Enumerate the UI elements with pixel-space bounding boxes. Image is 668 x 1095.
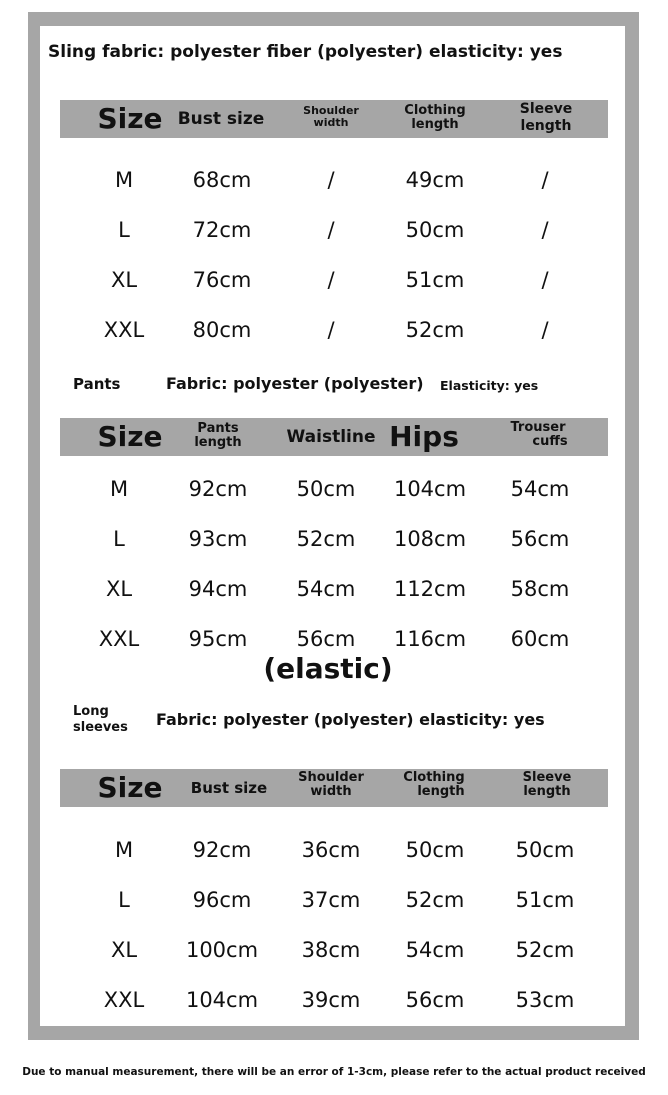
sling-header-clothing-line2: length	[411, 117, 459, 132]
table-cell: 56cm	[405, 988, 465, 1012]
table-cell: 93cm	[188, 527, 248, 551]
pants-header-length-line2: length	[194, 435, 242, 450]
sling-header-bust: Bust size	[177, 109, 265, 129]
long-header-clothing-line1: Clothing	[403, 770, 465, 785]
long-header-shoulder	[298, 771, 364, 799]
table-cell: 104cm	[185, 988, 259, 1012]
pants-header-cuffs-line2: cuffs	[532, 434, 568, 449]
sling-header-clothing	[404, 104, 465, 132]
long-header-clothing-line2: length	[417, 784, 465, 799]
table-cell: /	[541, 168, 549, 192]
pants-header-waist: Waistline	[286, 427, 376, 447]
table-cell: /	[327, 268, 335, 292]
pants-fabric: Fabric: polyester (polyester)	[166, 374, 424, 393]
sling-header-sleeve-line1: Sleeve	[519, 101, 573, 117]
long-header-sleeve-line1: Sleeve	[522, 770, 572, 785]
table-cell: 68cm	[192, 168, 252, 192]
pants-header-size: Size	[97, 420, 163, 453]
long-sleeves-fabric: Fabric: polyester (polyester) elasticity: yes	[156, 710, 545, 729]
table-cell: L	[118, 888, 130, 912]
table-cell: 72cm	[192, 218, 252, 242]
table-cell: 37cm	[301, 888, 361, 912]
sling-header-shoulder	[303, 105, 359, 129]
long-header-bust: Bust size	[190, 779, 268, 797]
sling-header-size: Size	[97, 102, 163, 135]
table-cell: 112cm	[393, 577, 467, 601]
sling-header-shoulder-line1: Shoulder	[303, 104, 359, 117]
long-sleeves-label-line1: Long	[73, 704, 109, 719]
long-header-clothing	[403, 771, 464, 799]
sling-header-bar	[60, 100, 608, 138]
table-cell: 53cm	[515, 988, 575, 1012]
table-cell: XXL	[103, 988, 145, 1012]
table-cell: 52cm	[405, 888, 465, 912]
pants-header-length-line1: Pants	[197, 421, 239, 436]
table-cell: /	[541, 218, 549, 242]
measurement-disclaimer: Due to manual measurement, there will be an error of 1-3cm, please refer to the actual product received	[22, 1066, 646, 1078]
pants-elasticity: Elasticity: yes	[440, 378, 539, 393]
table-cell: 108cm	[393, 527, 467, 551]
long-header-shoulder-line2: width	[310, 784, 352, 799]
table-cell: 39cm	[301, 988, 361, 1012]
table-cell: 104cm	[393, 477, 467, 501]
long-header-sleeve	[523, 771, 572, 799]
table-cell: 52cm	[515, 938, 575, 962]
sling-header-sleeve	[520, 101, 573, 135]
table-cell: 38cm	[301, 938, 361, 962]
pants-header-length	[194, 422, 241, 450]
table-cell: /	[541, 268, 549, 292]
table-cell: /	[327, 218, 335, 242]
table-cell: 96cm	[192, 888, 252, 912]
long-sleeves-label	[73, 704, 128, 736]
table-cell: 52cm	[405, 318, 465, 342]
long-header-bar	[60, 769, 608, 807]
table-cell: XL	[110, 938, 138, 962]
pants-header-cuffs	[508, 421, 567, 449]
long-header-shoulder-line1: Shoulder	[298, 770, 364, 785]
table-cell: 50cm	[296, 477, 356, 501]
table-cell: 95cm	[188, 627, 248, 651]
table-cell: /	[327, 168, 335, 192]
table-cell: L	[113, 527, 125, 551]
table-cell: XXL	[103, 318, 145, 342]
table-cell: 56cm	[510, 527, 570, 551]
table-cell: /	[541, 318, 549, 342]
pants-header-hips: Hips	[389, 420, 459, 453]
table-cell: 92cm	[192, 838, 252, 862]
table-cell: M	[114, 168, 134, 192]
pants-label: Pants	[73, 375, 121, 393]
table-cell: 50cm	[405, 838, 465, 862]
table-cell: 94cm	[188, 577, 248, 601]
table-cell: 51cm	[515, 888, 575, 912]
table-cell: 49cm	[405, 168, 465, 192]
table-cell: 52cm	[296, 527, 356, 551]
table-cell: XXL	[98, 627, 140, 651]
table-cell: 36cm	[301, 838, 361, 862]
table-cell: 56cm	[296, 627, 356, 651]
table-cell: 50cm	[405, 218, 465, 242]
table-cell: XL	[105, 577, 133, 601]
table-cell: 54cm	[510, 477, 570, 501]
long-sleeves-label-line2: sleeves	[73, 720, 128, 735]
table-cell: 80cm	[192, 318, 252, 342]
sling-header-sleeve-line2: length	[520, 118, 572, 134]
table-cell: 100cm	[185, 938, 259, 962]
long-header-size: Size	[97, 771, 163, 804]
table-cell: /	[327, 318, 335, 342]
table-cell: L	[118, 218, 130, 242]
sling-title: Sling fabric: polyester fiber (polyester) elasticity: yes	[48, 42, 563, 62]
table-cell: 58cm	[510, 577, 570, 601]
table-cell: 50cm	[515, 838, 575, 862]
long-header-sleeve-line2: length	[523, 784, 571, 799]
table-cell: XL	[110, 268, 138, 292]
table-cell: 92cm	[188, 477, 248, 501]
table-cell: M	[114, 838, 134, 862]
table-cell: 54cm	[296, 577, 356, 601]
pants-header-bar	[60, 418, 608, 456]
pants-elastic-note: (elastic)	[263, 652, 393, 685]
table-cell: 60cm	[510, 627, 570, 651]
sling-header-shoulder-line2: width	[313, 116, 349, 129]
table-cell: 76cm	[192, 268, 252, 292]
table-cell: 54cm	[405, 938, 465, 962]
table-cell: 116cm	[393, 627, 467, 651]
table-cell: M	[109, 477, 129, 501]
pants-header-cuffs-line1: Trouser	[510, 420, 566, 435]
table-cell: 51cm	[405, 268, 465, 292]
sling-header-clothing-line1: Clothing	[404, 103, 466, 118]
